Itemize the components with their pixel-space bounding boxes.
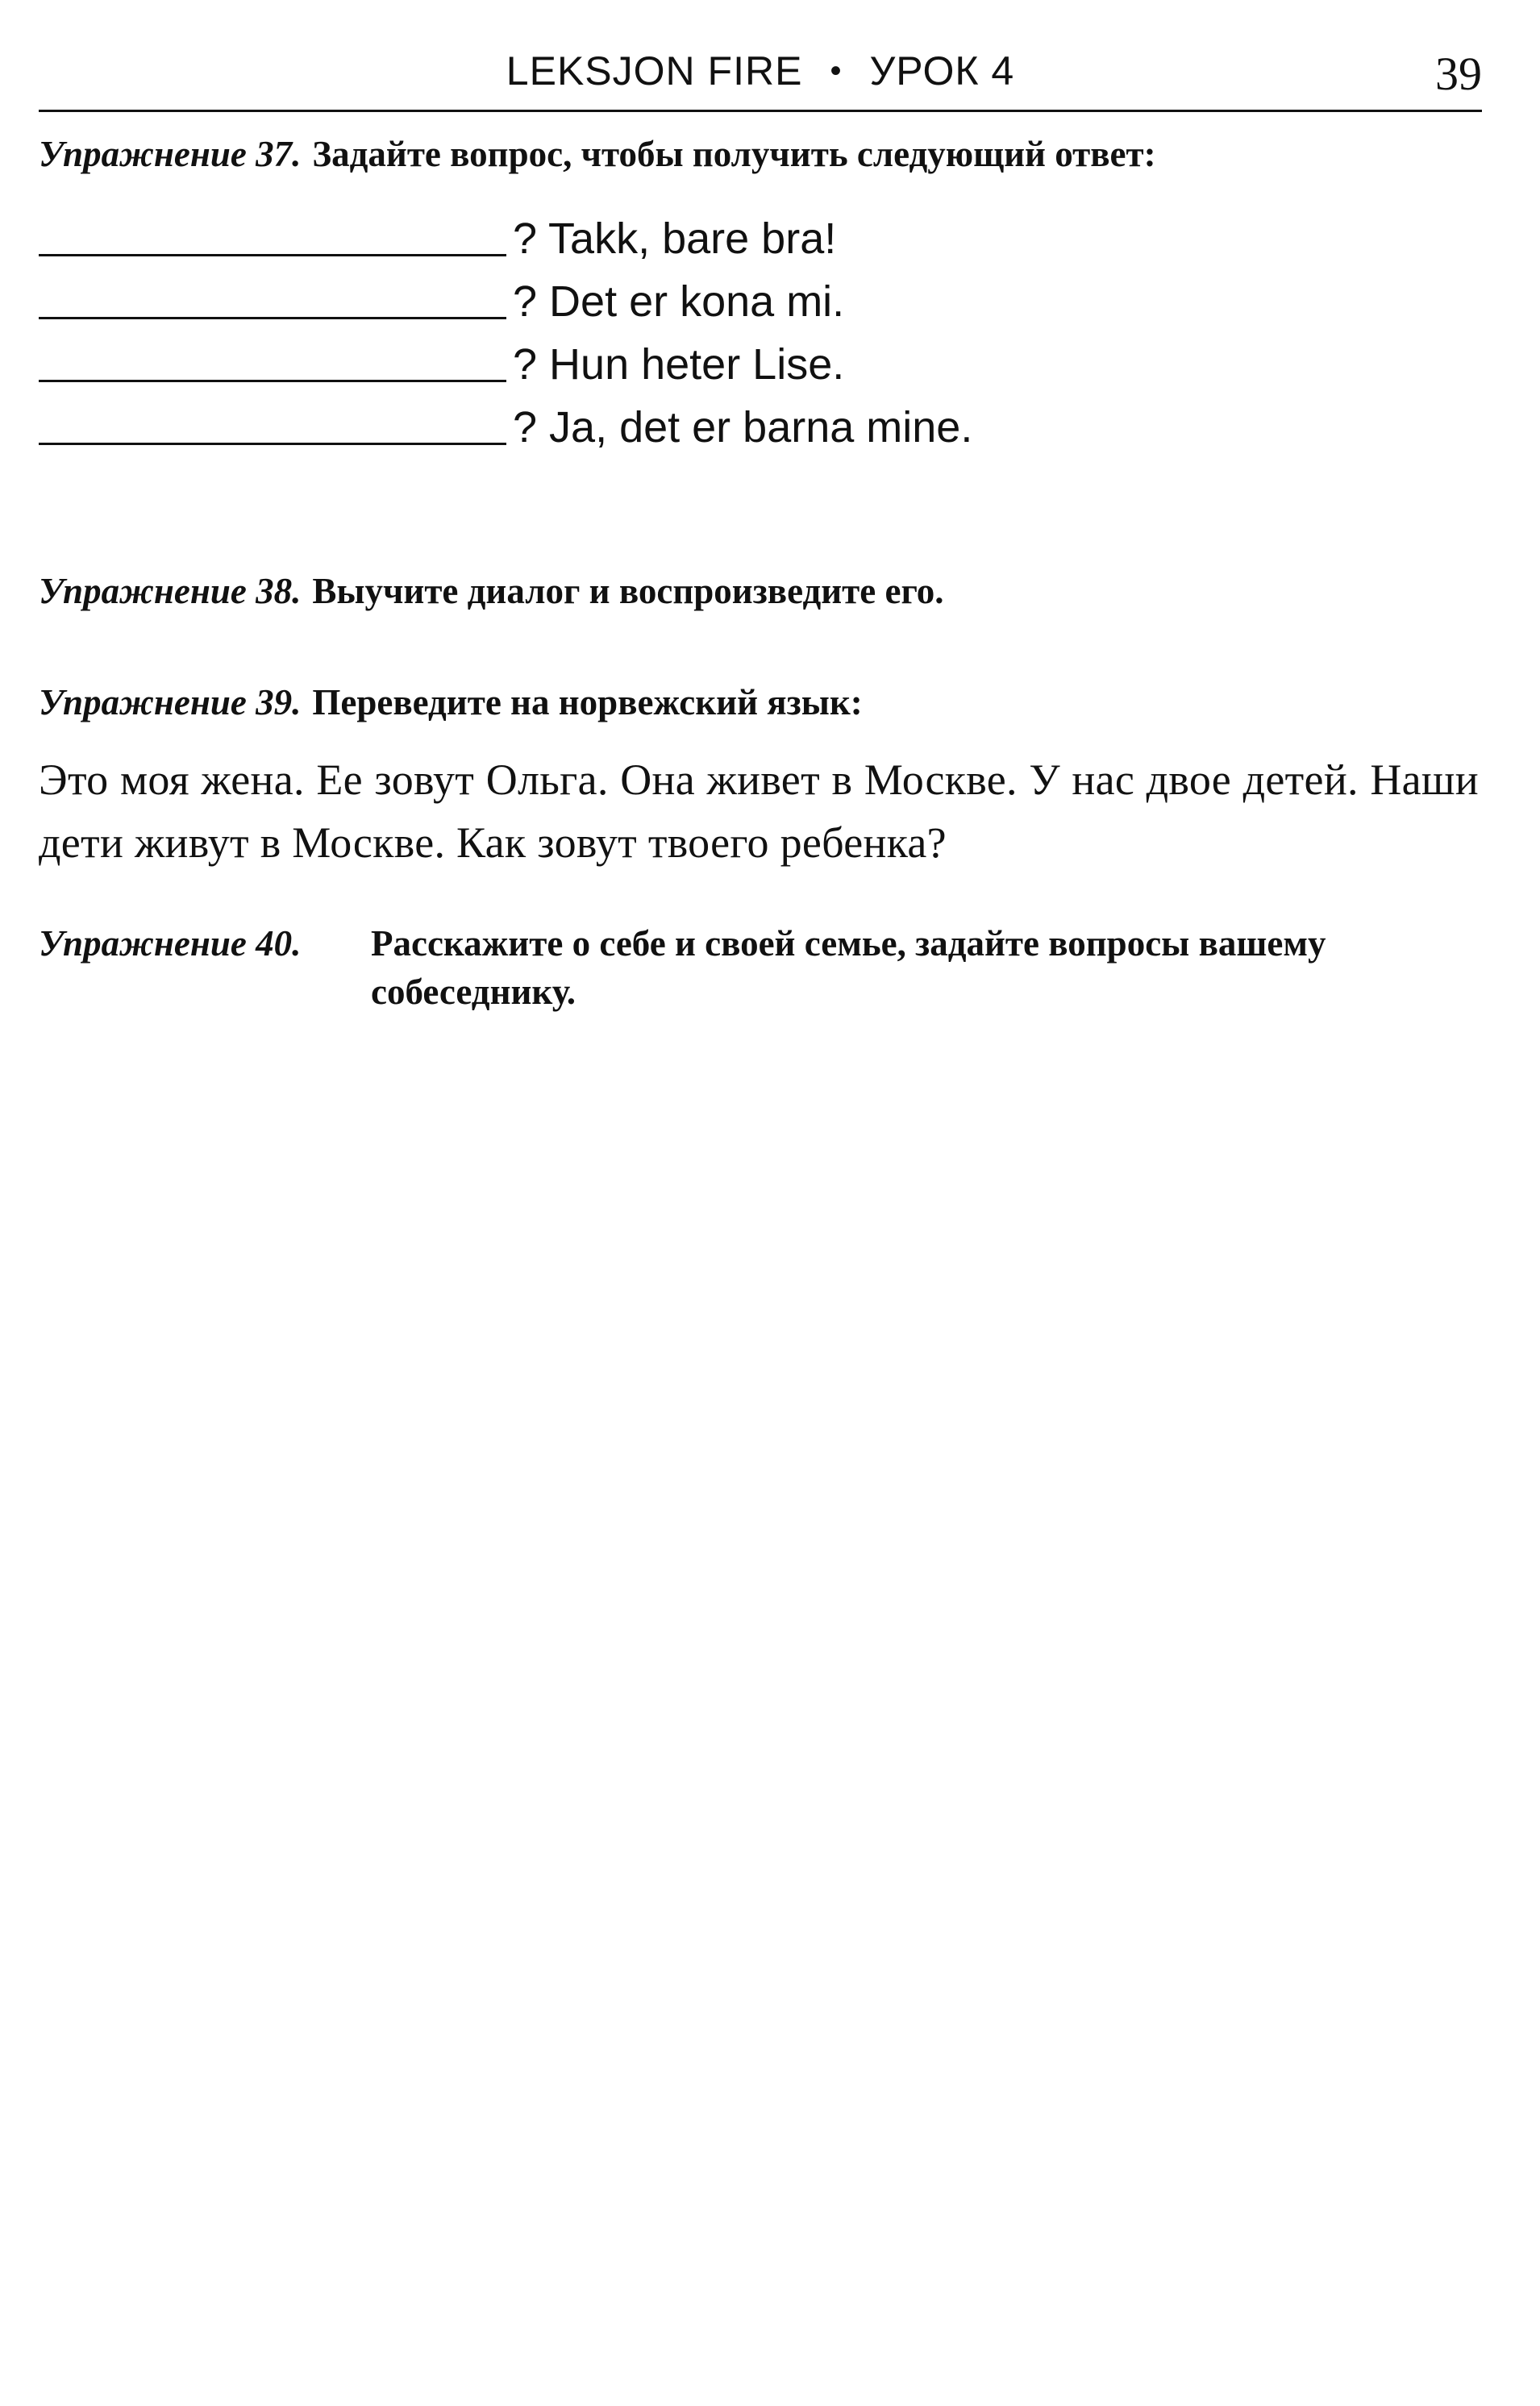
answer-text: ? Takk, bare bra! [513,214,837,263]
exercise-40-label: Упражнение 40. [39,923,302,964]
exercise-38-label: Упражнение 38. [39,571,302,611]
exercise-38-heading [39,568,944,614]
exercise-38-instruction: Выучите диалог и воспроизведите его. [312,571,944,611]
answer-row [39,397,1248,453]
exercise-37-label: Упражнение 37. [39,134,302,174]
exercise-40-instruction: Расскажите о себе и своей семье, задайте вопросы вашему собеседнику. [371,923,1326,1012]
exercise-37-heading [39,131,1156,177]
answer-text: ? Ja, det er barna mine. [513,403,973,452]
header-right-part: УРОК 4 [869,48,1015,94]
header-bullet: • [830,53,843,89]
page-number: 39 [1435,48,1482,100]
answer-row [39,334,1248,390]
running-header [39,42,1482,112]
answer-blank-line [39,380,506,382]
answer-blank-line [39,254,506,256]
answer-blank-line [39,317,506,319]
exercise-39-heading [39,679,863,726]
running-title [39,42,1482,100]
header-left-part: LEKSJON FIRE [506,48,803,94]
answer-text: ? Det er kona mi. [513,277,845,326]
exercise-37-instruction: Задайте вопрос, чтобы получить следующий ответ: [312,134,1156,174]
answer-text: ? Hun heter Lise. [513,340,845,389]
answer-row [39,208,1248,264]
exercise-39-text: Это моя жена. Ее зовут Ольга. Она живет в Москве. У нас двое детей. Наши дети живут в Москве. Как зовут твоего ребенка? [39,756,1479,867]
answer-row [39,271,1248,327]
exercise-39-instruction: Переведите на норвежский язык: [312,682,863,722]
answer-blank-line [39,443,506,445]
exercise-39-label: Упражнение 39. [39,682,302,722]
